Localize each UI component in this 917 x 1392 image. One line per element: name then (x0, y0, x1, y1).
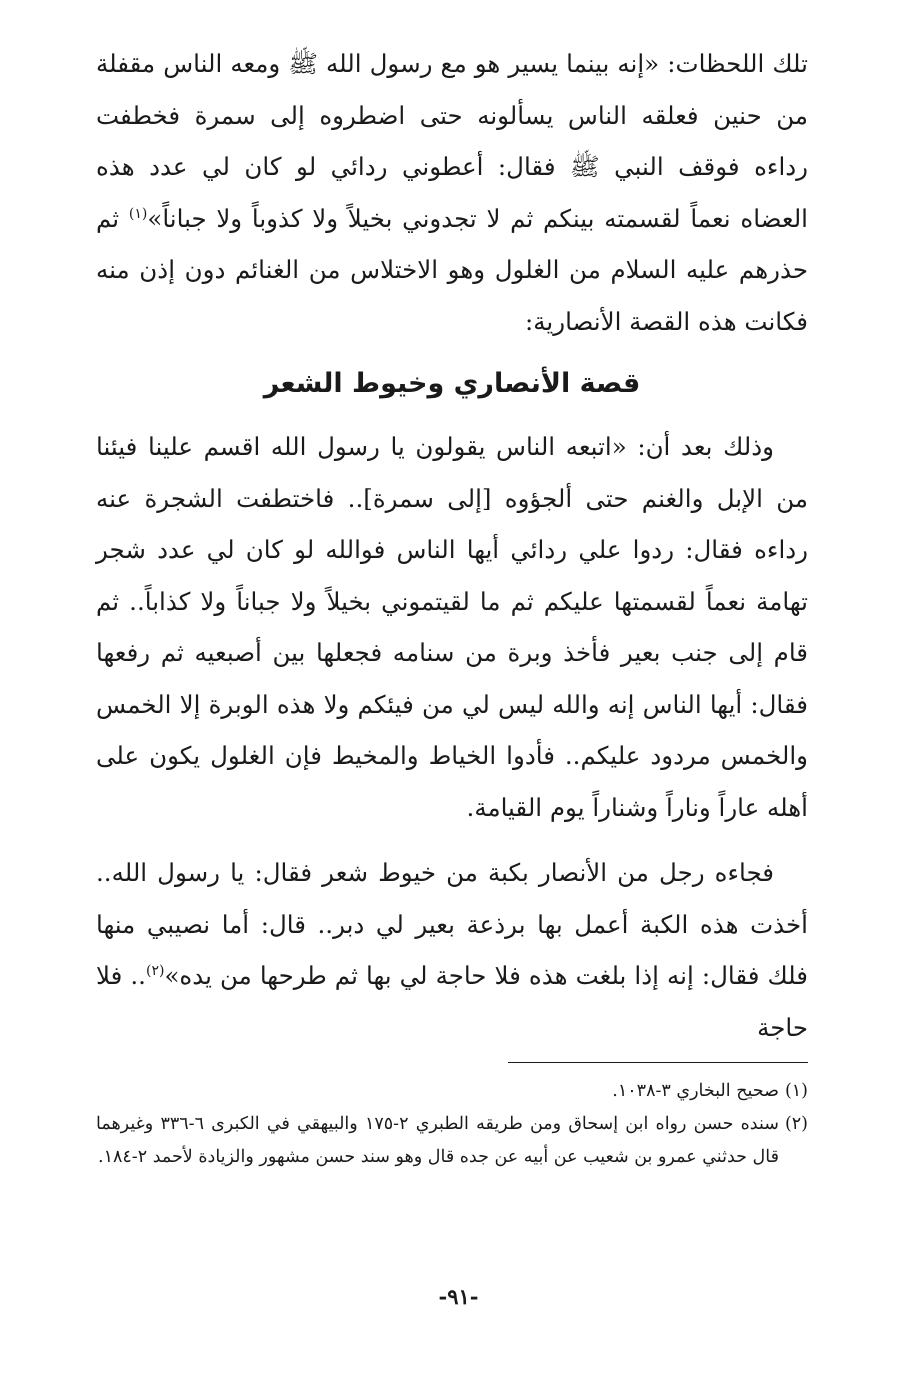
section-heading: قصة الأنصاري وخيوط الشعر (263, 368, 641, 399)
story-paragraph-1: وذلك بعد أن: «اتبعه الناس يقولون يا رسول الله اقسم علينا فيئنا من الإبل والغنم حتى ألجؤوه [إلى سمرة].. فاختطفت الشجرة عنه رداءه فقال: ردوا علي ردائي أيها الناس فوالله لو كان لي عدد شجر تهامة نعماً لقسمتها عليكم ثم ما لقيتموني بخيلاً ولا جباناً ولا كذاباً.. ثم قام إلى جنب بعير فأخذ وبرة من سنامه فجعلها بين أصبعيه ثم رفعها فقال: أيها الناس إنه والله ليس لي من فيئكم ولا هذه الوبرة إلا الخمس والخمس مردود عليكم.. فأدوا الخياط والمخيط فإن الغلول يكون على أهله عاراً وناراً وشناراً يوم القيامة. (96, 432, 808, 822)
page-body (96, 38, 808, 1053)
page-number: -٩١- (438, 1284, 479, 1309)
footnotes-section (96, 1062, 808, 1174)
footnote-2 (96, 1108, 808, 1174)
footnote-1-number: (١) (784, 1081, 808, 1101)
footnote-2-text: سنده حسن رواه ابن إسحاق ومن طريقه الطبري ٢-١٧٥ والبيهقي في الكبرى ٦-٣٣٦ وغيرهما قال حدثني عمرو بن شعيب عن أبيه عن جده قال وهو سند حسن مشهور والزيادة لأحمد ٢-١٨٤. (96, 1114, 779, 1167)
footnote-ref-1[interactable]: (١) (128, 205, 148, 222)
footnote-1 (96, 1075, 808, 1108)
intro-tail: ثم حذرهم عليه السلام من الغلول وهو الاختلاس من الغنائم دون إذن منه فكانت هذه القصة الأنصارية: (96, 203, 808, 336)
intro-text: تلك اللحظات: «إنه بينما يسير هو مع رسول الله ﷺ ومعه الناس مقفلة من حنين فعلقه الناس يسألونه حتى اضطروه إلى سمرة فخطفت رداءه فوقف النبي ﷺ فقال: أعطوني ردائي لو كان لي عدد هذه العضاه نعماً لقسمته بينكم ثم لا تجدوني بخيلاً ولا كذوباً ولا جباناً» (96, 49, 808, 233)
intro-paragraph (96, 38, 808, 347)
paragraph2-tail: .. فلا حاجة (96, 961, 808, 1042)
footnote-2-number: (٢) (784, 1114, 808, 1134)
story-paragraph-2 (96, 847, 808, 1053)
footnote-ref-2[interactable]: (٢) (145, 962, 165, 979)
footnote-1-text: صحيح البخاري ٣-١٠٣٨. (612, 1081, 779, 1101)
paragraph2-text: فجاءه رجل من الأنصار بكبة من خيوط شعر فقال: يا رسول الله.. أخذت هذه الكبة أعمل بها برذعة بعير لي دبر.. قال: أما نصيبي منها فلك فقال: إنه إذا بلغت هذه فلا حاجة لي بها ثم طرحها من يده» (96, 858, 808, 990)
